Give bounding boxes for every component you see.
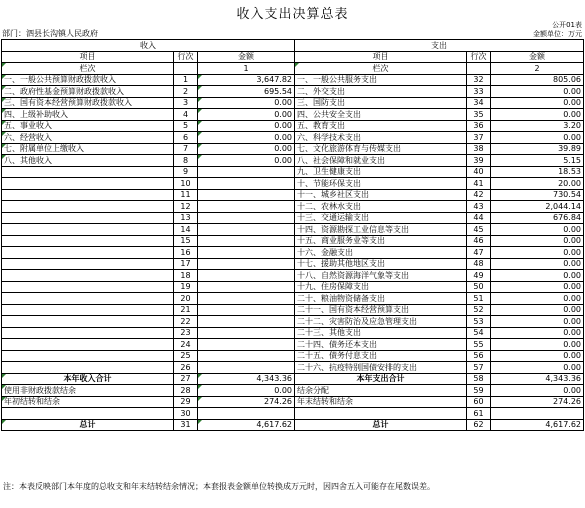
income-line-cell: 20 [174, 293, 198, 305]
expense-line-cell: 40 [467, 166, 491, 178]
expense-line-cell: 62 [467, 419, 491, 431]
expense-line-cell: 59 [467, 385, 491, 397]
table-row [2, 155, 584, 167]
table-row [2, 373, 584, 385]
income-amount-cell: 274.26 [198, 396, 295, 408]
expense-item-cell: 五、教育支出 [295, 120, 467, 132]
expense-item-cell: 二十四、债务还本支出 [295, 339, 467, 351]
income-line-label: 栏次 [2, 63, 174, 75]
expense-line-cell: 35 [467, 109, 491, 121]
table-row [2, 385, 584, 397]
expense-item-cell: 二、外交支出 [295, 86, 467, 98]
expense-line-cell: 39 [467, 155, 491, 167]
income-amount-cell [198, 166, 295, 178]
income-amount-cell: 0.00 [198, 109, 295, 121]
expense-col-number: 2 [491, 63, 584, 75]
expense-amount-cell: 0.00 [491, 350, 584, 362]
expense-item-cell: 二十二、灾害防治及应急管理支出 [295, 316, 467, 328]
income-item-cell [2, 212, 174, 224]
income-item-cell [2, 339, 174, 351]
income-line-header: 行次 [174, 51, 198, 63]
expense-amount-cell: 0.00 [491, 109, 584, 121]
income-amount-cell [198, 201, 295, 213]
expense-amount-cell: 0.00 [491, 270, 584, 282]
expense-line-cell: 54 [467, 327, 491, 339]
amount-unit: 金额单位：万元 [533, 30, 582, 38]
expense-item-cell: 十九、住房保障支出 [295, 281, 467, 293]
table-row [2, 396, 584, 408]
income-line-cell: 29 [174, 396, 198, 408]
table-row [2, 270, 584, 282]
expense-item-cell: 总计 [295, 419, 467, 431]
income-line-cell: 13 [174, 212, 198, 224]
table-row [2, 258, 584, 270]
page-title: 收入支出决算总表 [236, 7, 349, 22]
expense-line-cell: 48 [467, 258, 491, 270]
income-item-cell: 年初结转和结余 [2, 396, 174, 408]
expense-amount-cell: 0.00 [491, 316, 584, 328]
income-line-cell: 16 [174, 247, 198, 259]
table-row [2, 362, 584, 374]
expense-amount-cell: 0.00 [491, 339, 584, 351]
income-amount-header: 金额 [198, 51, 295, 63]
income-amount-cell [198, 270, 295, 282]
income-amount-cell [198, 304, 295, 316]
income-item-cell: 总计 [2, 419, 174, 431]
table-row [2, 189, 584, 201]
expense-line-cell: 58 [467, 373, 491, 385]
income-line-cell: 30 [174, 408, 198, 420]
table-body [2, 40, 584, 431]
income-line-cell: 7 [174, 143, 198, 155]
expense-item-cell: 八、社会保障和就业支出 [295, 155, 467, 167]
income-line-cell: 11 [174, 189, 198, 201]
income-line-cell: 1 [174, 74, 198, 86]
table-row [2, 178, 584, 190]
income-line-cell: 22 [174, 316, 198, 328]
income-item-cell [2, 293, 174, 305]
expense-line-cell: 44 [467, 212, 491, 224]
expense-amount-header: 金额 [491, 51, 584, 63]
footnote: 注：本表反映部门本年度的总收支和年末结转结余情况；本套报表金额单位转换成万元时，因四舍五入可能存在尾数误差。 [3, 482, 435, 491]
income-item-cell: 三、国有资本经营预算财政拨款收入 [2, 97, 174, 109]
table-row [2, 109, 584, 121]
income-item-cell [2, 166, 174, 178]
income-line-cell: 3 [174, 97, 198, 109]
expense-line-cell: 32 [467, 74, 491, 86]
table-row [2, 419, 584, 431]
expense-line-cell: 60 [467, 396, 491, 408]
expense-item-cell: 二十、粮油物资储备支出 [295, 293, 467, 305]
income-amount-cell: 0.00 [198, 385, 295, 397]
expense-amount-cell: 0.00 [491, 235, 584, 247]
expense-line-cell: 57 [467, 362, 491, 374]
income-amount-cell: 0.00 [198, 97, 295, 109]
income-item-cell: 四、上级补助收入 [2, 109, 174, 121]
expense-amount-cell: 0.00 [491, 97, 584, 109]
table-row [2, 293, 584, 305]
income-amount-cell [198, 281, 295, 293]
table-row [2, 281, 584, 293]
income-amount-cell [198, 362, 295, 374]
income-amount-cell [198, 316, 295, 328]
expense-amount-cell: 39.89 [491, 143, 584, 155]
income-item-cell [2, 304, 174, 316]
table-row [2, 224, 584, 236]
expense-item-cell: 十三、交通运输支出 [295, 212, 467, 224]
expense-amount-cell: 0.00 [491, 224, 584, 236]
income-line-cell: 10 [174, 178, 198, 190]
income-amount-cell [198, 212, 295, 224]
income-amount-cell: 0.00 [198, 132, 295, 144]
expense-item-cell: 十五、商业服务业等支出 [295, 235, 467, 247]
income-item-cell [2, 270, 174, 282]
expense-amount-cell: 0.00 [491, 132, 584, 144]
income-line-cell: 8 [174, 155, 198, 167]
income-line-cell: 4 [174, 109, 198, 121]
expense-amount-cell: 4,343.36 [491, 373, 584, 385]
expense-item-cell: 十六、金融支出 [295, 247, 467, 259]
income-amount-cell: 4,617.62 [198, 419, 295, 431]
table-row [2, 316, 584, 328]
expense-item-cell: 六、科学技术支出 [295, 132, 467, 144]
expense-item-cell: 十四、资源勘探工业信息等支出 [295, 224, 467, 236]
expense-item-cell: 十八、自然资源海洋气象等支出 [295, 270, 467, 282]
income-amount-cell [198, 235, 295, 247]
expense-item-cell: 二十一、国有资本经营预算支出 [295, 304, 467, 316]
income-item-cell [2, 258, 174, 270]
table-row [2, 235, 584, 247]
expense-amount-cell: 730.54 [491, 189, 584, 201]
income-amount-cell [198, 339, 295, 351]
expense-line-cell: 61 [467, 408, 491, 420]
income-line-cell: 15 [174, 235, 198, 247]
income-line-cell: 17 [174, 258, 198, 270]
income-item-cell [2, 281, 174, 293]
expense-amount-cell: 0.00 [491, 385, 584, 397]
income-amount-cell: 4,343.36 [198, 373, 295, 385]
income-line-cell: 19 [174, 281, 198, 293]
expense-line-cell: 38 [467, 143, 491, 155]
table-row [2, 120, 584, 132]
expense-amount-cell: 20.00 [491, 178, 584, 190]
income-item-cell: 一、一般公共预算财政拨款收入 [2, 74, 174, 86]
income-section-header: 收入 [2, 40, 295, 52]
income-item-cell [2, 408, 174, 420]
income-line-cell: 21 [174, 304, 198, 316]
expense-item-cell: 十二、农林水支出 [295, 201, 467, 213]
expense-amount-cell: 18.53 [491, 166, 584, 178]
income-line-cell: 12 [174, 201, 198, 213]
expense-item-cell: 三、国防支出 [295, 97, 467, 109]
income-item-cell [2, 178, 174, 190]
income-item-cell [2, 201, 174, 213]
table-row [2, 350, 584, 362]
income-item-cell: 八、其他收入 [2, 155, 174, 167]
expense-amount-cell: 0.00 [491, 258, 584, 270]
income-item-cell: 二、政府性基金预算财政拨款收入 [2, 86, 174, 98]
income-line-cell: 27 [174, 373, 198, 385]
table-row [2, 339, 584, 351]
income-amount-cell [198, 258, 295, 270]
income-line-cell: 28 [174, 385, 198, 397]
expense-line-cell: 55 [467, 339, 491, 351]
expense-line-cell: 34 [467, 97, 491, 109]
expense-amount-cell: 676.84 [491, 212, 584, 224]
expense-item-cell: 本年支出合计 [295, 373, 467, 385]
table-row [2, 327, 584, 339]
income-line-cell: 26 [174, 362, 198, 374]
expense-line-cell: 50 [467, 281, 491, 293]
income-item-header: 项目 [2, 51, 174, 63]
income-line-cell: 31 [174, 419, 198, 431]
income-item-cell: 使用非财政拨款结余 [2, 385, 174, 397]
expense-amount-cell: 0.00 [491, 304, 584, 316]
income-amount-cell [198, 350, 295, 362]
expense-item-cell: 结余分配 [295, 385, 467, 397]
income-line-cell: 14 [174, 224, 198, 236]
expense-amount-cell: 4,617.62 [491, 419, 584, 431]
expense-amount-cell: 0.00 [491, 247, 584, 259]
expense-line-cell: 37 [467, 132, 491, 144]
expense-line-cell: 33 [467, 86, 491, 98]
expense-item-cell [295, 408, 467, 420]
expense-amount-cell: 0.00 [491, 327, 584, 339]
income-amount-cell [198, 408, 295, 420]
income-item-cell: 五、事业收入 [2, 120, 174, 132]
expense-item-cell: 十七、援助其他地区支出 [295, 258, 467, 270]
expense-line-cell: 56 [467, 350, 491, 362]
expense-item-cell: 十、节能环保支出 [295, 178, 467, 190]
income-amount-cell: 0.00 [198, 155, 295, 167]
income-amount-cell [198, 189, 295, 201]
expense-line-empty [467, 63, 491, 75]
expense-item-cell: 四、公共安全支出 [295, 109, 467, 121]
expense-line-label: 栏次 [295, 63, 467, 75]
table-row [2, 132, 584, 144]
income-item-cell [2, 327, 174, 339]
expense-amount-cell: 5.15 [491, 155, 584, 167]
income-amount-cell [198, 293, 295, 305]
table-row [2, 212, 584, 224]
income-item-cell [2, 247, 174, 259]
department-label: 部门：泗县长沟镇人民政府 [2, 29, 98, 38]
income-amount-cell: 695.54 [198, 86, 295, 98]
income-amount-cell [198, 224, 295, 236]
expense-amount-cell [491, 408, 584, 420]
income-item-cell: 七、附属单位上缴收入 [2, 143, 174, 155]
table-row [2, 166, 584, 178]
income-item-cell [2, 235, 174, 247]
income-item-cell [2, 350, 174, 362]
expense-line-cell: 46 [467, 235, 491, 247]
income-amount-cell [198, 247, 295, 259]
expense-line-cell: 51 [467, 293, 491, 305]
income-col-number: 1 [198, 63, 295, 75]
table-row [2, 304, 584, 316]
expense-line-cell: 49 [467, 270, 491, 282]
form-code: 公开01表 [552, 21, 582, 29]
expense-item-cell: 一、一般公共服务支出 [295, 74, 467, 86]
expense-line-cell: 41 [467, 178, 491, 190]
income-line-cell: 24 [174, 339, 198, 351]
income-line-cell: 9 [174, 166, 198, 178]
income-line-cell: 23 [174, 327, 198, 339]
income-line-cell: 6 [174, 132, 198, 144]
expense-line-cell: 52 [467, 304, 491, 316]
expense-item-cell: 二十五、债务付息支出 [295, 350, 467, 362]
income-amount-cell [198, 327, 295, 339]
expense-amount-cell: 2,044.14 [491, 201, 584, 213]
expense-amount-cell: 0.00 [491, 362, 584, 374]
expense-amount-cell: 0.00 [491, 293, 584, 305]
expense-item-cell: 七、文化旅游体育与传媒支出 [295, 143, 467, 155]
table-row [2, 86, 584, 98]
expense-item-header: 项目 [295, 51, 467, 63]
expense-amount-cell: 0.00 [491, 281, 584, 293]
expense-line-cell: 43 [467, 201, 491, 213]
income-amount-cell: 0.00 [198, 143, 295, 155]
income-line-cell: 2 [174, 86, 198, 98]
income-item-cell [2, 224, 174, 236]
header-row-index [2, 63, 584, 75]
table-row [2, 74, 584, 86]
expense-item-cell: 二十三、其他支出 [295, 327, 467, 339]
income-amount-cell [198, 178, 295, 190]
table-row [2, 247, 584, 259]
header-row-columns [2, 51, 584, 63]
income-item-cell [2, 189, 174, 201]
expense-line-cell: 45 [467, 224, 491, 236]
expense-amount-cell: 3.20 [491, 120, 584, 132]
table-row [2, 408, 584, 420]
income-line-empty [174, 63, 198, 75]
income-item-cell [2, 316, 174, 328]
expense-line-cell: 36 [467, 120, 491, 132]
expense-section-header: 支出 [295, 40, 584, 52]
expense-item-cell: 十一、城乡社区支出 [295, 189, 467, 201]
income-line-cell: 25 [174, 350, 198, 362]
table-row [2, 143, 584, 155]
income-line-cell: 18 [174, 270, 198, 282]
income-item-cell [2, 362, 174, 374]
expense-amount-cell: 805.06 [491, 74, 584, 86]
income-item-cell: 六、经营收入 [2, 132, 174, 144]
table-row [2, 97, 584, 109]
summary-table [1, 39, 584, 431]
expense-item-cell: 二十六、抗疫特别国债安排的支出 [295, 362, 467, 374]
table-row [2, 201, 584, 213]
income-item-cell: 本年收入合计 [2, 373, 174, 385]
expense-line-cell: 42 [467, 189, 491, 201]
expense-line-cell: 47 [467, 247, 491, 259]
income-amount-cell: 0.00 [198, 120, 295, 132]
expense-amount-cell: 0.00 [491, 86, 584, 98]
expense-line-cell: 53 [467, 316, 491, 328]
expense-line-header: 行次 [467, 51, 491, 63]
expense-item-cell: 九、卫生健康支出 [295, 166, 467, 178]
income-line-cell: 5 [174, 120, 198, 132]
expense-item-cell: 年末结转和结余 [295, 396, 467, 408]
header-row-section [2, 40, 584, 52]
expense-amount-cell: 274.26 [491, 396, 584, 408]
income-amount-cell: 3,647.82 [198, 74, 295, 86]
